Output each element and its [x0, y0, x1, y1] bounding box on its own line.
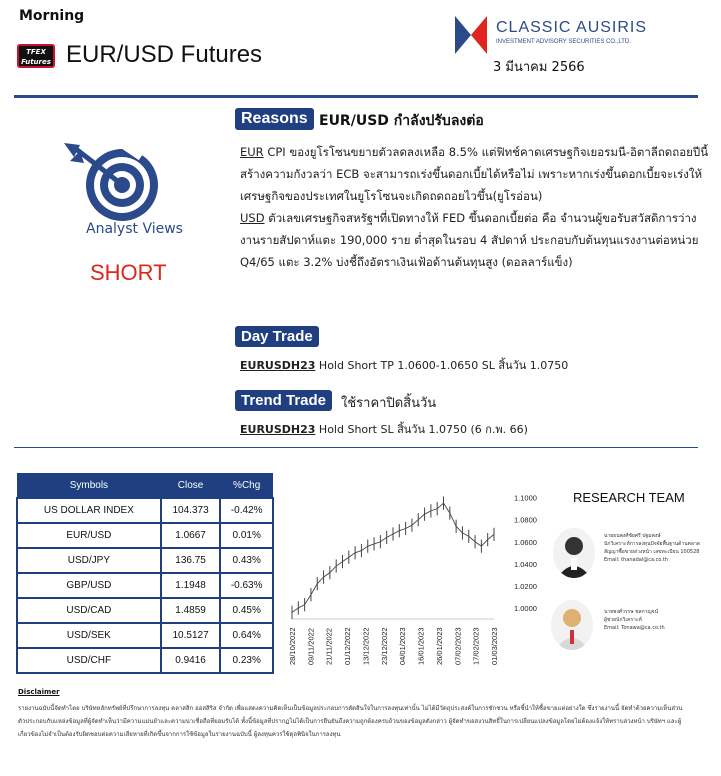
close-cell: 1.1948 — [161, 573, 221, 598]
quotes-header-row — [17, 473, 273, 498]
reason-eur-text: CPI ของยูโรโซนขยายตัวลดลงเหลือ 8.5% แต่ฟิทช์คาดเศรษฐกิจเยอรมนี-อิตาลีถดถอยปีนี้ สร้างความกังวลว่า ECB จะสามารถเร่งขึ้นดอกเบี้ยได้หรือไม่ เพราะหากเร่งขึ้นดอกเบี้ยจะเร่งให้เศรษฐกิจของประเทศในยูโรโซนจะเกิดถดถอยไวขึ้น(ยูโรอ่อน) — [240, 145, 709, 203]
close-cell: 136.75 — [161, 548, 221, 573]
change-cell: 0.23% — [220, 648, 273, 673]
research-team-title: RESEARCH TEAM — [573, 490, 685, 505]
x-tick-label: 07/02/2023 — [453, 627, 463, 665]
table-row — [17, 598, 273, 623]
close-cell: 104.373 — [161, 498, 221, 523]
column-header: Symbols — [17, 473, 161, 498]
trend-trade-text: Hold Short SL สิ้นวัน 1.0750 (6 ก.พ. 66) — [315, 423, 528, 436]
symbol-cell: USD/SEK — [17, 623, 161, 648]
table-row — [17, 623, 273, 648]
table-row — [17, 648, 273, 673]
x-tick-label: 21/11/2022 — [324, 628, 334, 665]
trend-trade-tag: Trend Trade — [235, 390, 332, 411]
trend-trade-line — [240, 420, 528, 438]
x-tick-label: 01/03/2023 — [490, 627, 499, 665]
column-header: Close — [161, 473, 221, 498]
analyst-2-email: Email: Tonawa@ca.co.th — [604, 625, 665, 631]
y-tick-label: 1.0800 — [514, 515, 537, 525]
symbol-cell: US DOLLAR INDEX — [17, 498, 161, 523]
close-cell: 1.4859 — [161, 598, 221, 623]
close-cell: 0.9416 — [161, 648, 221, 673]
x-tick-label: 23/12/2022 — [379, 627, 389, 665]
brand-name: CLASSIC AUSIRIS — [496, 19, 648, 36]
table-row — [17, 573, 273, 598]
x-tick-label: 13/12/2022 — [361, 627, 371, 665]
assistant-avatar — [551, 600, 593, 650]
close-cell: 10.5127 — [161, 623, 221, 648]
table-row — [17, 498, 273, 523]
x-tick-label: 26/01/2023 — [434, 627, 444, 665]
reasons-body — [240, 141, 710, 273]
analyst-1-email: Email: thanadal@ca.co.th — [604, 557, 669, 563]
analyst-2-info — [604, 608, 714, 632]
reason-eur-code: EUR — [240, 145, 264, 159]
brand-subtitle: INVESTMENT ADVISORY SECURITIES CO.,LTD. — [496, 39, 631, 45]
trend-trade-code: EURUSDH23 — [240, 423, 316, 436]
x-tick-label: 09/11/2022 — [306, 628, 316, 665]
y-tick-label: 1.0000 — [514, 603, 537, 613]
section-divider — [14, 447, 698, 448]
day-trade-tag: Day Trade — [235, 326, 319, 347]
table-row — [17, 548, 273, 573]
tfex-logo: TFEX Futures — [17, 44, 55, 68]
price-series-line — [292, 503, 494, 612]
analyst-1-info — [604, 532, 714, 564]
change-cell: 0.01% — [220, 523, 273, 548]
change-cell: 0.64% — [220, 623, 273, 648]
day-trade-code: EURUSDH23 — [240, 359, 316, 372]
trend-trade-note: ใช้ราคาปิดสิ้นวัน — [341, 396, 437, 411]
analyst-1-role: นักวิเคราะห์การลงทุนปัจจัยพื้นฐานด้านตลาดสัญญาซื้อขายล่วงหน้า เลขทะเบียน 100528 — [604, 541, 701, 555]
analyst-view-short: SHORT — [90, 260, 167, 285]
x-tick-label: 04/01/2023 — [398, 627, 408, 665]
header-divider — [14, 95, 698, 98]
eurusd-price-chart — [286, 487, 554, 667]
change-cell: -0.63% — [220, 573, 273, 598]
x-tick-label: 28/10/2022 — [288, 627, 297, 665]
change-cell: 0.43% — [220, 548, 273, 573]
y-tick-label: 1.1000 — [514, 493, 537, 503]
symbol-cell: GBP/USD — [17, 573, 161, 598]
symbol-cell: USD/JPY — [17, 548, 161, 573]
symbol-cell: USD/CHF — [17, 648, 161, 673]
day-trade-text: Hold Short TP 1.0600-1.0650 SL สิ้นวัน 1.0750 — [315, 359, 569, 372]
x-tick-label: 16/01/2023 — [416, 627, 426, 665]
symbol-cell: EUR/USD — [17, 523, 161, 548]
disclaimer-title: Disclaimer — [18, 688, 60, 696]
analyst-2-name: นายพงศ์วรรษ ชลกาญจน์ — [604, 609, 659, 615]
reasons-tag: Reasons — [235, 108, 314, 130]
x-tick-label: 17/02/2023 — [471, 627, 481, 665]
quotes-table — [16, 473, 274, 674]
disclaimer-body: รายงานฉบับนี้จัดทำโดย บริษัทหลักทรัพย์ที่ปรึกษาการลงทุน คลาสสิก ออสสิริส จำกัด เพื่อแสดงความคิดเห็นเป็นข้อมูลประกอบการตัดสินใจในการลงทุนเท่านั้น ไม่ได้มีวัตถุประสงค์ในการชักชวน หรือชี้นำให้ซื้อขายแต่อย่างใด ซึ่งรายงานนี้ จัดทำด้วยความเห็นส่วนตัวประกอบกับแหล่งข้อมูลที่ผู้จัดทำเห็นว่ามีความแม่นยำและความน่าเชื่อถือที่ยอมรับได้ ทั้งนี้ข้อมูลที่ปรากฏไม่ได้เป็นการยืนยันถึงความถูกต้องครบถ้วนของข้อมูลดังกล่าว ผู้จัดทำขอสงวนสิทธิ์ในการเปลี่ยนแปลงข้อมูลโดยไม่ต้องแจ้งให้ทราบล่วงหน้า บริษัทฯ และผู้เกี่ยวข้องไม่จำเป็นต้องรับผิดชอบต่อความเสียหายที่เกิดขึ้นจากการใช้ข้อมูลในรายงานฉบับนี้ ผู้ลงทุนควรใช้ดุลพินิจในการลงทุน — [18, 705, 683, 738]
close-cell: 1.0667 — [161, 523, 221, 548]
change-cell: -0.42% — [220, 498, 273, 523]
reason-usd-code: USD — [240, 211, 265, 225]
table-row — [17, 523, 273, 548]
page-title: EUR/USD Futures — [66, 41, 263, 68]
analyst-views-label: Analyst Views — [86, 221, 183, 237]
y-tick-label: 1.0600 — [514, 537, 537, 547]
y-tick-label: 1.0200 — [514, 581, 537, 591]
brand-logo-icon — [455, 16, 487, 54]
y-tick-label: 1.0400 — [514, 559, 537, 569]
change-cell: 0.45% — [220, 598, 273, 623]
day-trade-line — [240, 356, 568, 374]
analyst-2-role: ผู้ช่วยนักวิเคราะห์ — [604, 617, 642, 623]
x-tick-label: 01/12/2022 — [343, 627, 353, 665]
target-arrow-icon — [60, 141, 170, 226]
symbol-cell: USD/CAD — [17, 598, 161, 623]
reasons-title: EUR/USD กำลังปรับลงต่อ — [319, 113, 484, 129]
analyst-1-name: นายธนพงศ์ชัยศรี ปฐมพงษ์ — [604, 533, 661, 539]
column-header: %Chg — [220, 473, 273, 498]
report-date: 3 มีนาคม 2566 — [493, 60, 585, 75]
edition-label: Morning — [19, 8, 85, 24]
reason-usd-text: ตัวเลขเศรษฐกิจสหรัฐฯที่เปิดทางให้ FED ขึ้นดอกเบี้ยต่อ คือ จำนวนผู้ขอรับสวัสดิการว่างงานรายสัปดาห์แตะ 190,000 ราย ต่ำสุดในรอบ 4 สัปดาห์ ประกอบกับต้นทุนแรงงานต่อหน่วย Q4/65 แตะ 3.2% บ่งชี้ถึงอัตราเงินเฟ้อด้านต้นทุนสูง (ดอลลาร์แข็ง) — [240, 211, 699, 269]
analyst-avatar — [553, 528, 595, 578]
